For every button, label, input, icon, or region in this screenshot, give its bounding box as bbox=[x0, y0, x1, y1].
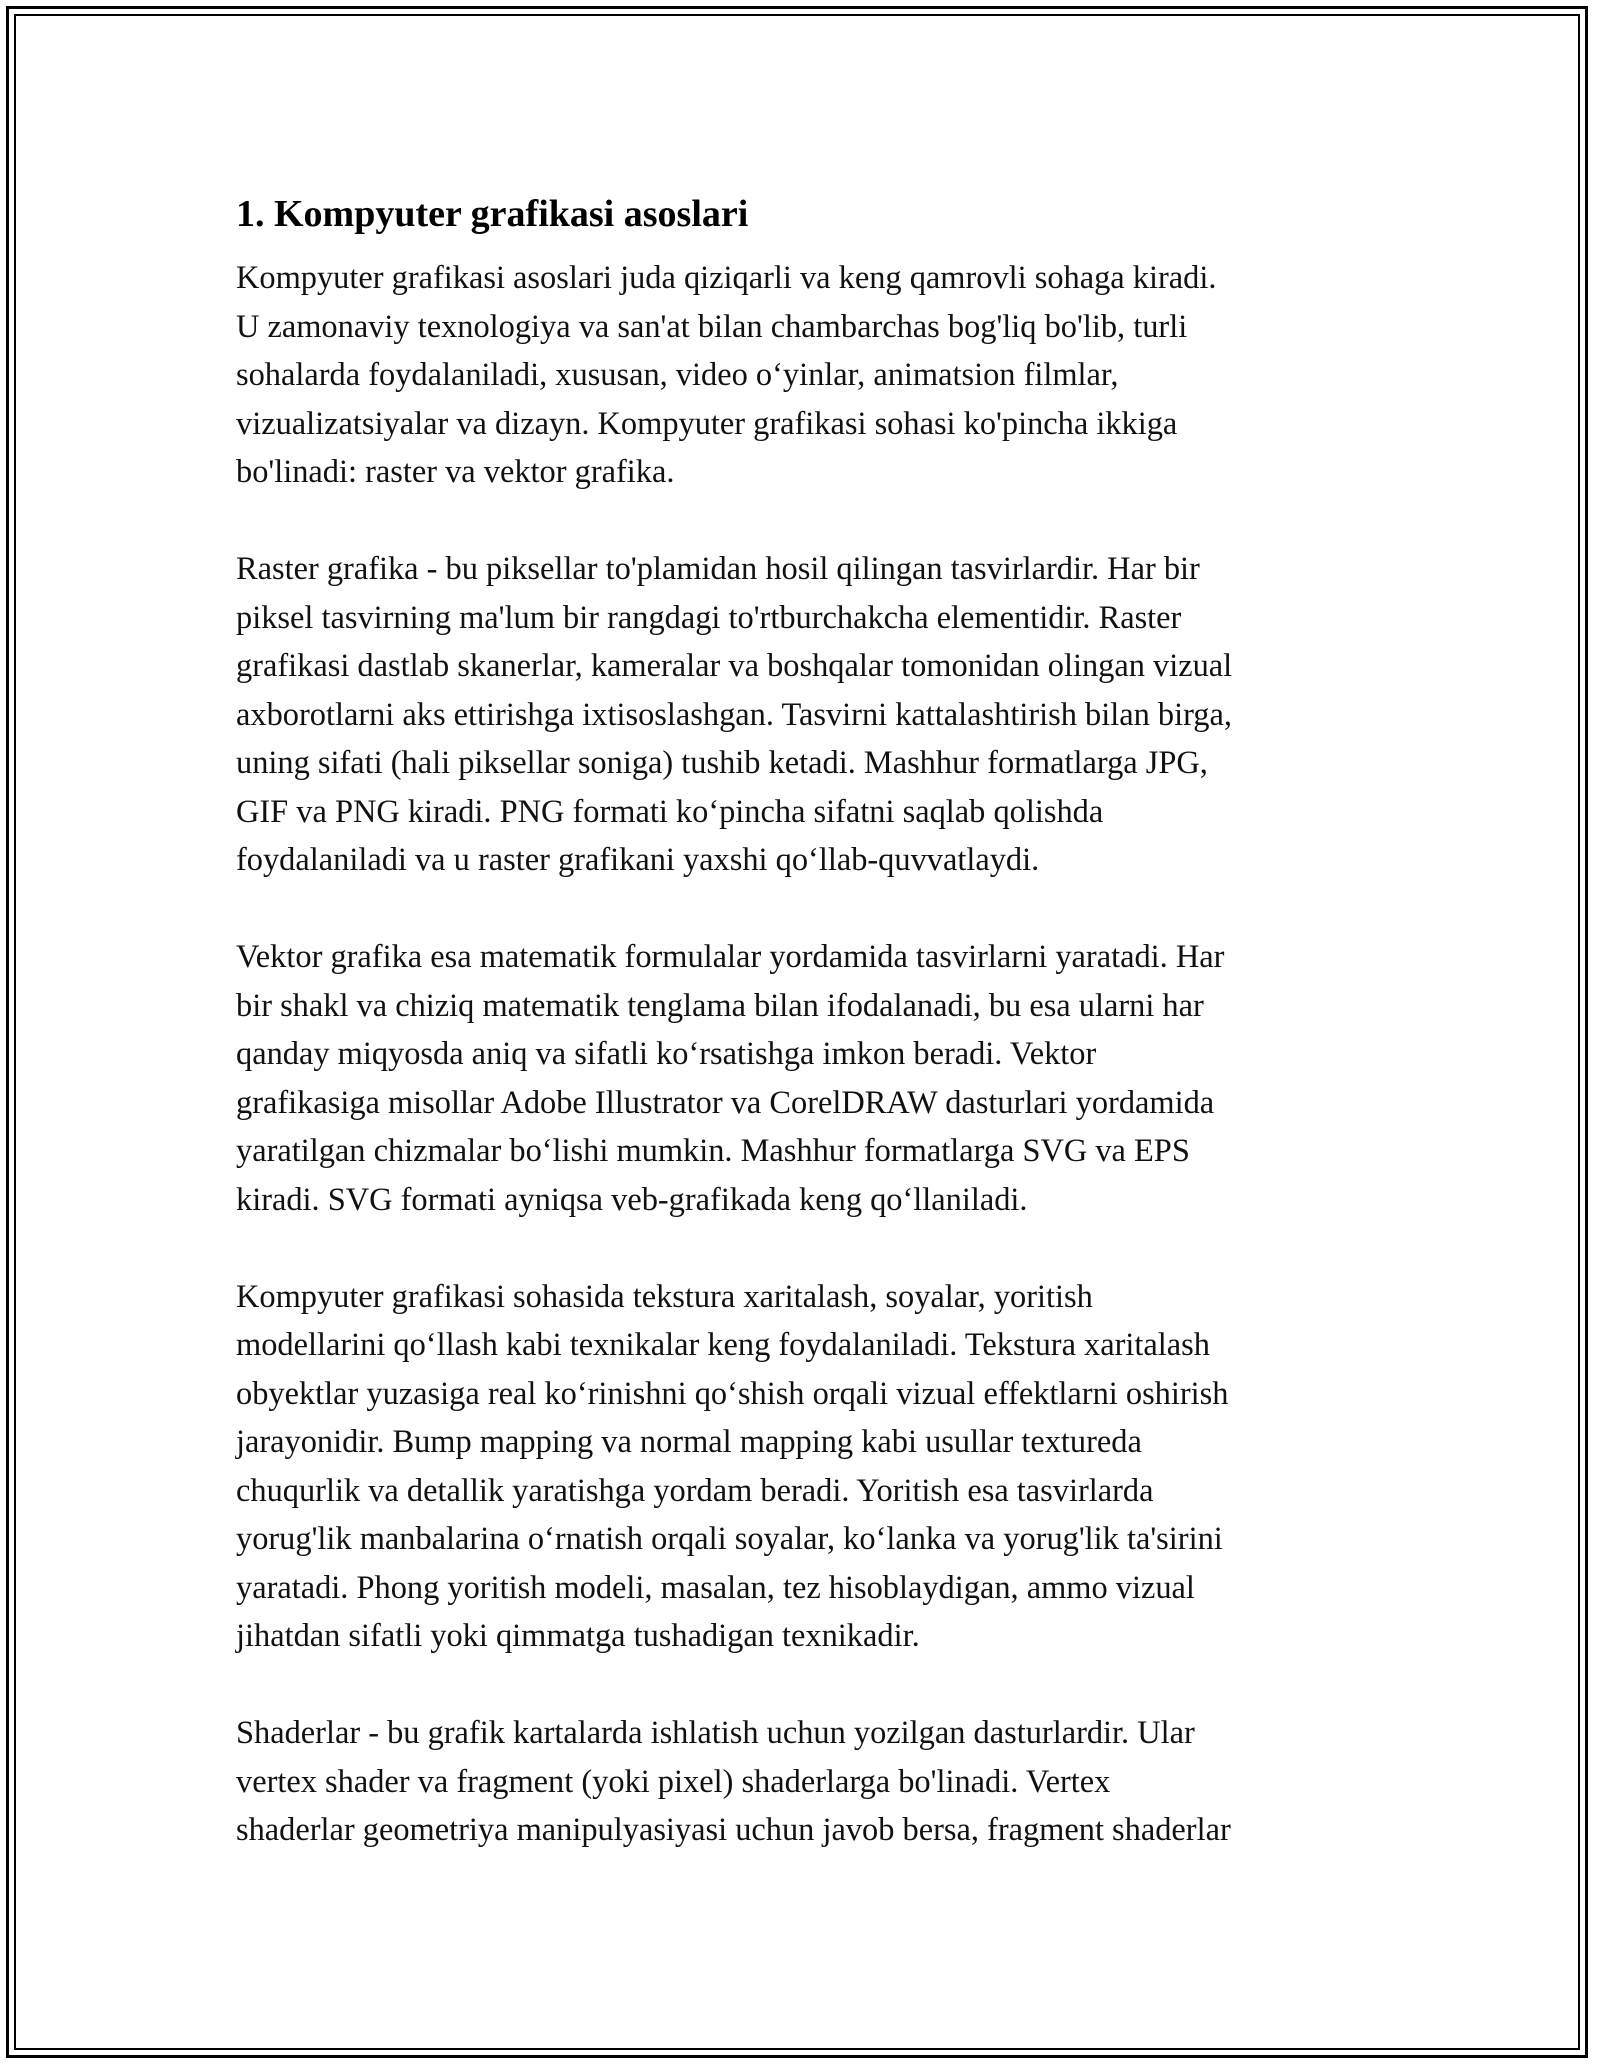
text-line: sohalarda foydalaniladi, xususan, video oʻyinlar, animatsion filmlar, bbox=[236, 357, 1119, 393]
text-line: Kompyuter grafikasi sohasida tekstura xaritalash, soyalar, yoritish bbox=[236, 1278, 1093, 1315]
paragraph-raster bbox=[236, 545, 1376, 885]
paragraph-intro bbox=[236, 254, 1376, 497]
text-line: obyektlar yuzasiga real koʻrinishni qoʻshish orqali vizual effektlarni oshirish bbox=[236, 1375, 1229, 1412]
paragraph-techniques bbox=[236, 1273, 1376, 1661]
paragraph-vector bbox=[236, 933, 1376, 1224]
text-line: grafikasiga misollar Adobe Illustrator va CorelDRAW dasturlari yordamida bbox=[236, 1084, 1215, 1121]
text-line: yorug'lik manbalarina oʻrnatish orqali soyalar, koʻlanka va yorug'lik ta'sirini bbox=[236, 1521, 1223, 1557]
text-line: kiradi. SVG formati ayniqsa veb-grafikada keng qoʻllaniladi. bbox=[236, 1181, 1028, 1218]
text-line: shaderlar geometriya manipulyasiyasi uchun javob bersa, fragment shaderlar bbox=[236, 1812, 1231, 1848]
text-line: modellarini qoʻllash kabi texnikalar keng foydalaniladi. Tekstura xaritalash bbox=[236, 1327, 1210, 1363]
text-line: Raster grafika - bu piksellar to'plamidan hosil qilingan tasvirlardir. Har bir bbox=[236, 551, 1200, 587]
document-content bbox=[236, 186, 1376, 1903]
text-line: jarayonidir. Bump mapping va normal mapping kabi usullar textureda bbox=[236, 1424, 1142, 1460]
text-line: vertex shader va fragment (yoki pixel) shaderlarga bo'linadi. Vertex bbox=[236, 1763, 1111, 1800]
text-line: piksel tasvirning ma'lum bir rangdagi to'rtburchakcha elementidir. Raster bbox=[236, 599, 1182, 636]
text-line: jihatdan sifatli yoki qimmatga tushadigan texnikadir. bbox=[236, 1618, 920, 1654]
text-line: bir shakl va chiziq matematik tenglama bilan ifodalanadi, bu esa ularni har bbox=[236, 987, 1204, 1024]
text-line: Vektor grafika esa matematik formulalar yordamida tasvirlarni yaratadi. Har bbox=[236, 939, 1225, 975]
section-heading: 1. Kompyuter grafikasi asoslari bbox=[236, 193, 749, 235]
text-line: foydalaniladi va u raster grafikani yaxshi qoʻllab-quvvatlaydi. bbox=[236, 842, 1040, 878]
text-line: grafikasi dastlab skanerlar, kameralar va boshqalar tomonidan olingan vizual bbox=[236, 648, 1233, 684]
text-line: axborotlarni aks ettirishga ixtisoslashgan. Tasvirni kattalashtirish bilan birga, bbox=[236, 696, 1232, 733]
text-line: uning sifati (hali piksellar soniga) tushib ketadi. Mashhur formatlarga JPG, bbox=[236, 745, 1208, 781]
text-line: chuqurlik va detallik yaratishga yordam beradi. Yoritish esa tasvirlarda bbox=[236, 1472, 1154, 1509]
text-line: yaratadi. Phong yoritish modeli, masalan, tez hisoblaydigan, ammo vizual bbox=[236, 1569, 1195, 1606]
text-line: Kompyuter grafikasi asoslari juda qiziqarli va keng qamrovli sohaga kiradi. bbox=[236, 260, 1217, 296]
text-line: bo'linadi: raster va vektor grafika. bbox=[236, 454, 675, 490]
text-line: yaratilgan chizmalar boʻlishi mumkin. Mashhur formatlarga SVG va EPS bbox=[236, 1133, 1190, 1169]
text-line: GIF va PNG kiradi. PNG formati koʻpincha sifatni saqlab qolishda bbox=[236, 793, 1104, 830]
paragraph-shaders bbox=[236, 1709, 1376, 1855]
text-line: Shaderlar - bu grafik kartalarda ishlatish uchun yozilgan dasturlardir. Ular bbox=[236, 1715, 1195, 1751]
text-line: vizualizatsiyalar va dizayn. Kompyuter grafikasi sohasi ko'pincha ikkiga bbox=[236, 405, 1178, 442]
text-line: U zamonaviy texnologiya va san'at bilan chambarchas bog'liq bo'lib, turli bbox=[236, 308, 1188, 345]
text-line: qanday miqyosda aniq va sifatli koʻrsatishga imkon beradi. Vektor bbox=[236, 1036, 1097, 1072]
